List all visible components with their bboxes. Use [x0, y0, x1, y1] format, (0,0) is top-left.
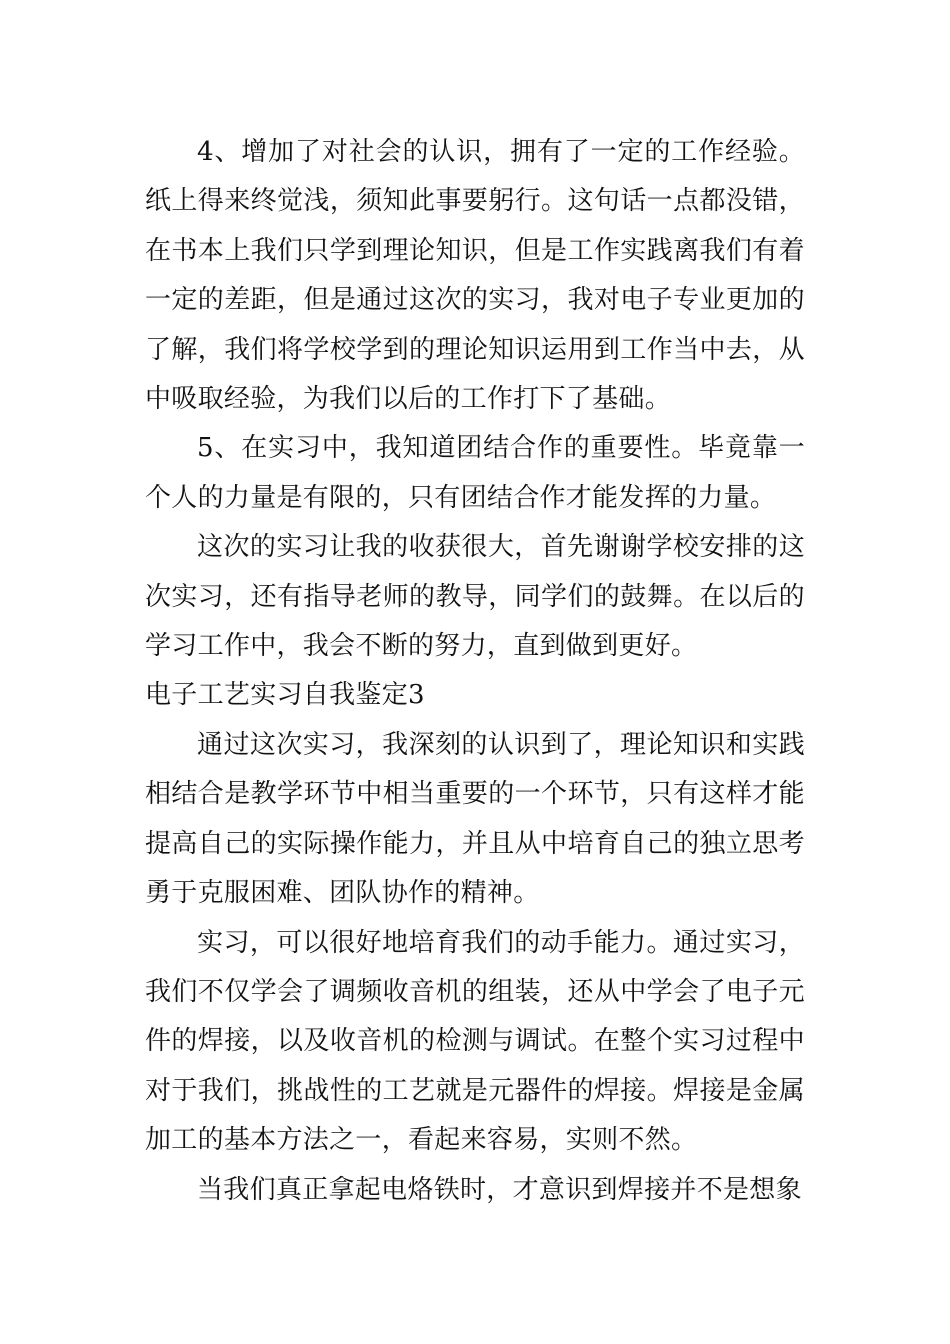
paragraph-point-4: 4、增加了对社会的认识，拥有了一定的工作经验。纸上得来终觉浅，须知此事要躬行。这句话一点都没错，在书本上我们只学到理论知识，但是工作实践离我们有着一定的差距，但是通过这次的实习，我对电子专业更加的了解，我们将学校学到的理论知识运用到工作当中去，从中吸取经验，为我们以后的工作打下了基础。	[145, 137, 805, 415]
paragraph-intro: 通过这次实习，我深刻的认识到了，理论知识和实践相结合是教学环节中相当重要的一个环节，只有这样才能提高自己的实际操作能力，并且从中培育自己的独立思考勇于克服困难、团队协作的精神。	[145, 729, 805, 909]
section-heading: 电子工艺实习自我鉴定3	[145, 680, 425, 711]
paragraph-point-5: 5、在实习中，我知道团结合作的重要性。毕竟靠一个人的力量是有限的，只有团结合作才能发挥的力量。	[145, 433, 805, 513]
paragraph-conclusion: 这次的实习让我的收获很大，首先谢谢学校安排的这次实习，还有指导老师的教导，同学们的鼓舞。在以后的学习工作中，我会不断的努力，直到做到更好。	[145, 532, 805, 662]
paragraph-soldering: 当我们真正拿起电烙铁时，才意识到焊接并不是想象	[197, 1174, 802, 1205]
document-body	[145, 128, 805, 1215]
paragraph-practice: 实习，可以很好地培育我们的动手能力。通过实习，我们不仅学会了调频收音机的组装，还从中学会了电子元件的焊接，以及收音机的检测与调试。在整个实习过程中对于我们，挑战性的工艺就是元器件的焊接。焊接是金属加工的基本方法之一，看起来容易，实则不然。	[145, 927, 805, 1156]
